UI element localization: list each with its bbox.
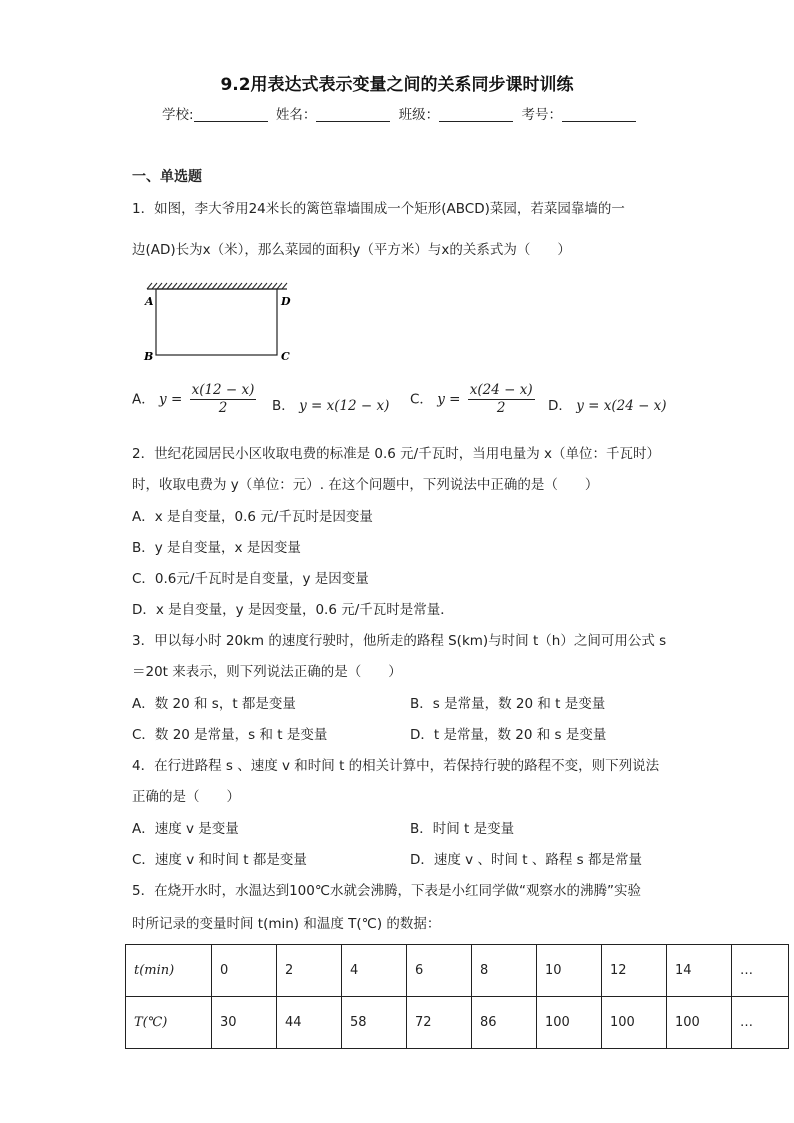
q5-line2: 时所记录的变量时间 t(min) 和温度 T(℃) 的数据： — [132, 916, 441, 932]
page-title: 9.2用表达式表示变量之间的关系同步课时训练 — [220, 75, 574, 95]
number-label: 考号： — [521, 107, 562, 123]
school-blank — [194, 107, 268, 122]
q3-option-a: A．数 20 和 s，t 都是变量 — [132, 696, 296, 712]
q2-option-c: C．0.6元/千瓦时是自变量，y 是因变量 — [132, 571, 369, 587]
q4-option-a: A．速度 v 是变量 — [132, 821, 239, 837]
q4-option-d: D．速度 v 、时间 t 、路程 s 都是常量 — [410, 852, 642, 868]
school-label: 学校: — [162, 107, 194, 123]
table-row-time — [126, 945, 789, 997]
table-header-T: T(℃) — [126, 997, 212, 1049]
q2-option-a: A．x 是自变量，0.6 元/千瓦时是因变量 — [132, 509, 373, 525]
table-cell: 4 — [342, 945, 407, 997]
q3-option-c: C．数 20 是常量，s 和 t 是变量 — [132, 727, 328, 743]
wall-hatching — [147, 283, 287, 289]
vertex-a-label: A — [145, 295, 154, 308]
garden-rectangle — [156, 289, 277, 355]
q2-line1: 2．世纪花园居民小区收取电费的标准是 0.6 元/千瓦时，当用电量为 x（单位：千瓦时） — [132, 446, 660, 462]
table-row-temperature — [126, 997, 789, 1049]
section-heading: 一、单选题 — [132, 169, 202, 185]
q5-data-table — [125, 944, 789, 1049]
table-cell: 8 — [472, 945, 537, 997]
q4-option-c: C．速度 v 和时间 t 都是变量 — [132, 852, 307, 868]
table-cell: 100 — [537, 997, 602, 1049]
vertex-b-label: B — [144, 350, 154, 363]
q1-option-a: A． y = $\frac{x(12 - x)}{2}$ — [132, 382, 255, 416]
q5-line1: 5．在烧开水时，水温达到100℃水就会沸腾，下表是小红同学做“观察水的沸腾”实验 — [132, 883, 642, 899]
q2-line2: 时，收取电费为 y（单位：元）. 在这个问题中，下列说法中正确的是（ ） — [132, 477, 599, 493]
table-cell: 0 — [212, 945, 277, 997]
q3-option-d: D．t 是常量，数 20 和 s 是变量 — [410, 727, 607, 743]
table-cell: 72 — [407, 997, 472, 1049]
class-blank — [439, 107, 513, 122]
q1-option-c: C． y = $\frac{x(24 - x)}{2}$ — [410, 382, 533, 416]
table-cell: 58 — [342, 997, 407, 1049]
q1-option-c-fraction: $\frac{x(24 - x)}{2}$ — [469, 382, 533, 416]
table-cell: … — [732, 945, 789, 997]
q1-rectangle-figure — [140, 282, 300, 364]
q1-option-b: B． y = x(12 − x) — [272, 398, 390, 414]
table-cell: 14 — [667, 945, 732, 997]
table-cell: 86 — [472, 997, 537, 1049]
vertex-d-label: D — [281, 295, 291, 308]
table-cell: 100 — [602, 997, 667, 1049]
table-cell: 30 — [212, 997, 277, 1049]
table-cell: … — [732, 997, 789, 1049]
q1-option-d: D． y = x(24 − x) — [548, 398, 667, 414]
name-label: 姓名： — [275, 107, 317, 123]
q1-line2: 边(AD)长为x（米），那么菜园的面积y（平方米）与x的关系式为（ ） — [132, 242, 571, 258]
q2-option-d: D．x 是自变量，y 是因变量，0.6 元/千瓦时是常量． — [132, 602, 454, 618]
number-blank — [562, 107, 636, 122]
q4-line2: 正确的是（ ） — [132, 789, 240, 805]
q3-line1: 3．甲以每小时 20km 的速度行驶时，他所走的路程 S(km)与时间 t（h）之间可用公式 s — [132, 633, 667, 649]
table-header-t: t(min) — [126, 945, 212, 997]
table-cell: 44 — [277, 997, 342, 1049]
q1-option-a-fraction: $\frac{x(12 - x)}{2}$ — [191, 382, 255, 416]
q4-option-b: B．时间 t 是变量 — [410, 821, 515, 837]
student-info-line — [162, 103, 640, 123]
q3-line2: ＝20t 来表示，则下列说法正确的是（ ） — [132, 664, 402, 680]
table-cell: 100 — [667, 997, 732, 1049]
table-cell: 2 — [277, 945, 342, 997]
q2-option-b: B．y 是自变量，x 是因变量 — [132, 540, 301, 556]
table-cell: 12 — [602, 945, 667, 997]
q3-option-b: B．s 是常量，数 20 和 t 是变量 — [410, 696, 606, 712]
vertex-c-label: C — [281, 350, 290, 363]
class-label: 班级： — [398, 107, 440, 123]
q4-line1: 4．在行进路程 s 、速度 v 和时间 t 的相关计算中，若保持行驶的路程不变，则下列说法 — [132, 758, 660, 774]
q1-line1: 1．如图，李大爷用24米长的篱笆靠墙围成一个矩形(ABCD)菜园，若菜园靠墙的一 — [132, 201, 625, 217]
table-cell: 6 — [407, 945, 472, 997]
name-blank — [316, 107, 390, 122]
table-cell: 10 — [537, 945, 602, 997]
